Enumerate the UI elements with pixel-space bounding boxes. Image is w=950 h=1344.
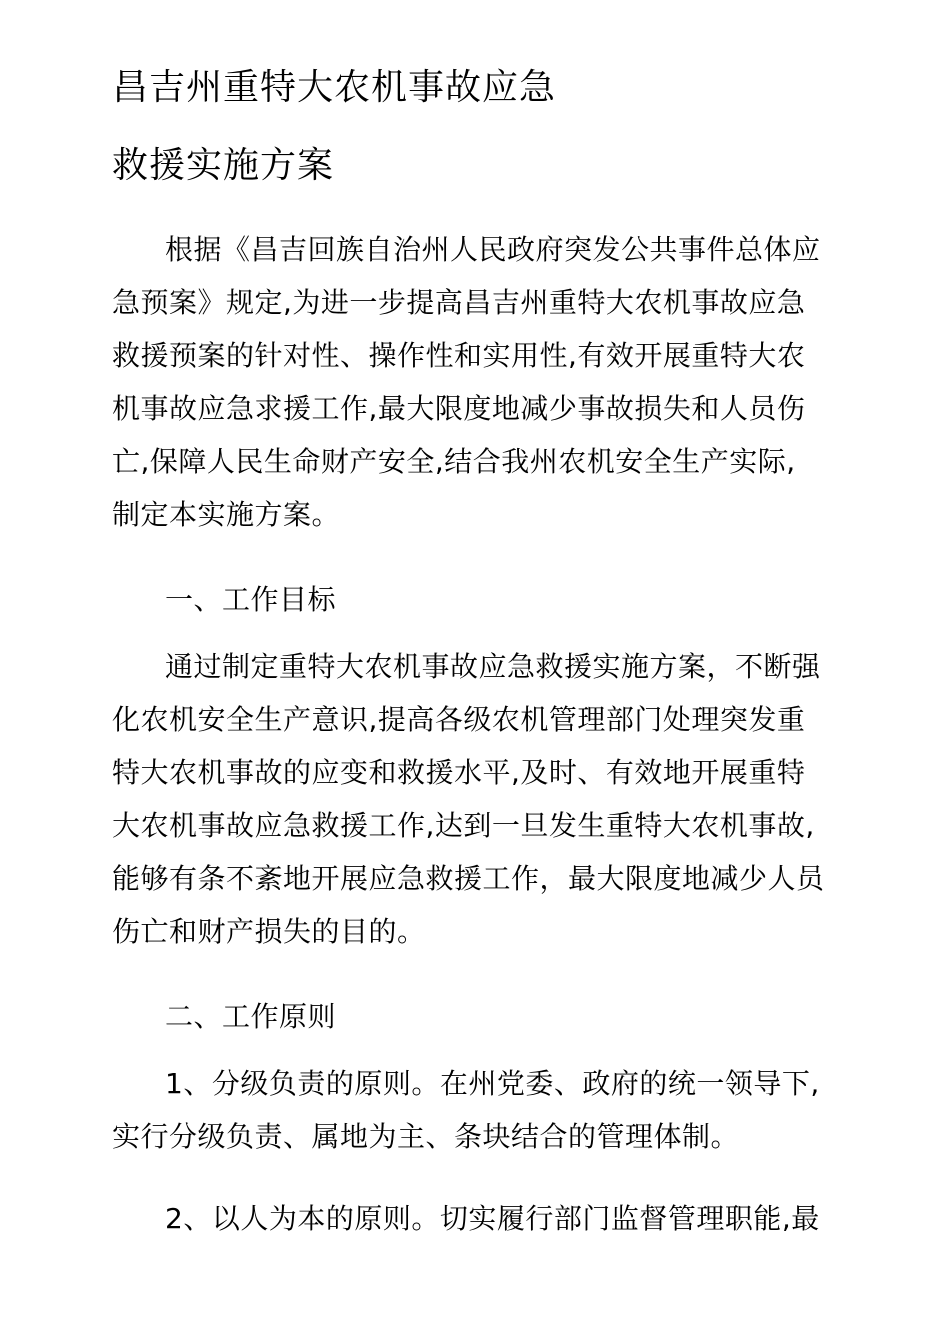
document-title-line-2: 救援实施方案 [112, 145, 335, 186]
section2-item1-line-1: 1、分级负责的原则。在州党委、政府的统一领导下, [165, 1067, 820, 1100]
intro-line-6: 制定本实施方案。 [112, 498, 341, 531]
section1-line-2: 化农机安全生产意识,提高各级农机管理部门处理突发重 [112, 703, 806, 736]
document-title-line-1: 昌吉州重特大农机事故应急 [112, 67, 557, 108]
section1-line-5: 能够有条不紊地开展应急救援工作，最大限度地减少人员 [112, 862, 825, 895]
section1-heading: 一、工作目标 [165, 583, 337, 616]
intro-line-4: 机事故应急求援工作,最大限度地减少事故损失和人员伤 [112, 392, 806, 425]
intro-line-2: 急预案》规定,为进一步提高昌吉州重特大农机事故应急 [112, 286, 806, 319]
section2-item2-line-1: 2、以人为本的原则。切实履行部门监督管理职能,最 [165, 1202, 820, 1235]
section1-line-6: 伤亡和财产损失的目的。 [112, 915, 426, 948]
intro-line-3: 救援预案的针对性、操作性和实用性,有效开展重特大农 [112, 339, 806, 372]
section2-item1-line-2: 实行分级负责、属地为主、条块结合的管理体制。 [112, 1120, 740, 1153]
section2-heading: 二、工作原则 [165, 1000, 337, 1033]
section1-line-4: 大农机事故应急救援工作,达到一旦发生重特大农机事故, [112, 809, 815, 842]
section1-line-3: 特大农机事故的应变和救援水平,及时、有效地开展重特 [112, 756, 806, 789]
intro-line-1: 根据《昌吉回族自治州人民政府突发公共事件总体应 [165, 233, 821, 266]
intro-line-5: 亡,保障人民生命财产安全,结合我州农机安全生产实际, [112, 445, 796, 478]
section1-line-1: 通过制定重特大农机事故应急救援实施方案，不断强 [165, 650, 821, 683]
